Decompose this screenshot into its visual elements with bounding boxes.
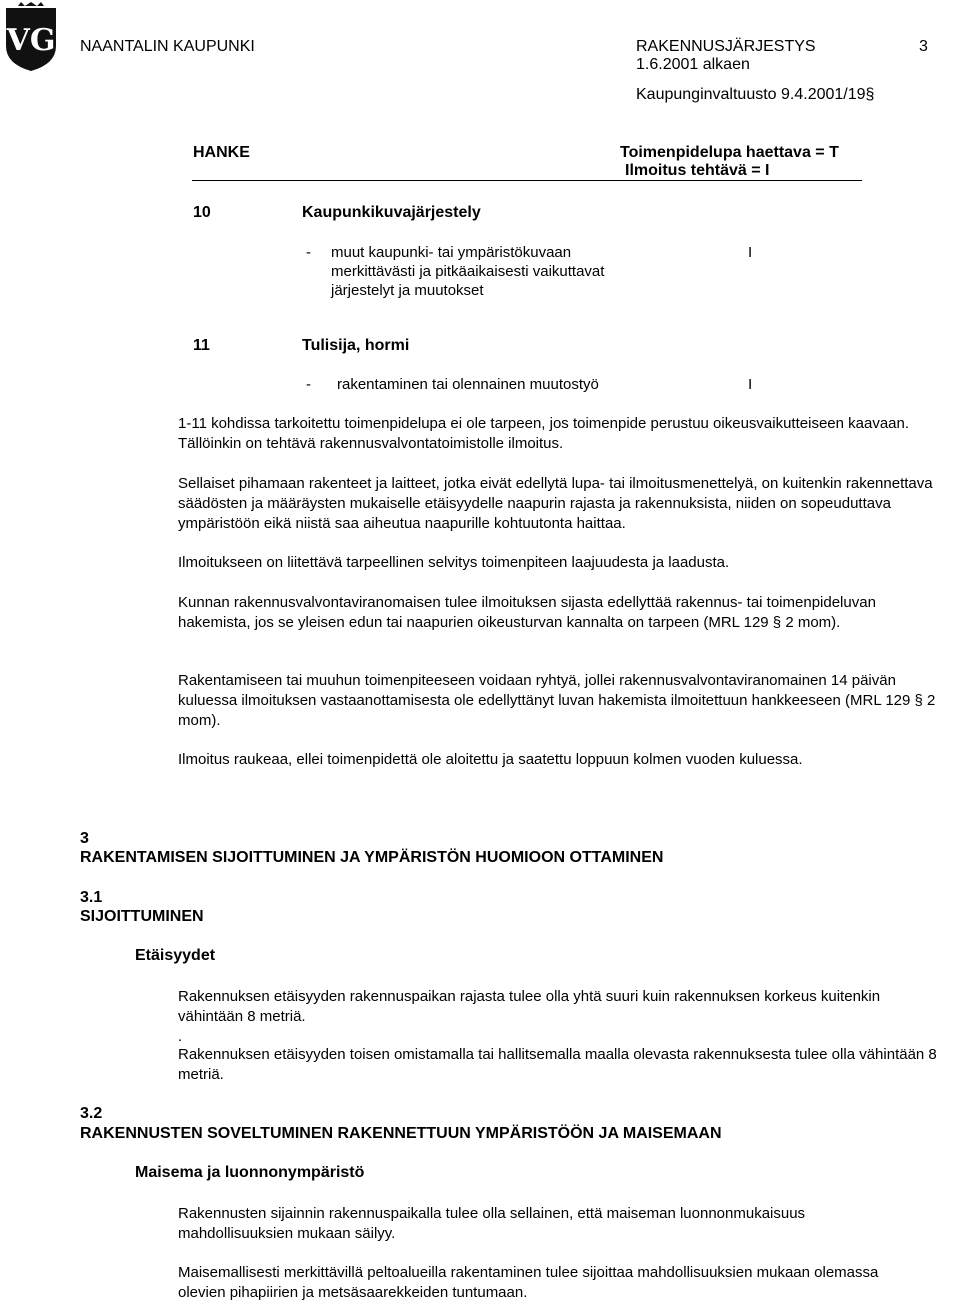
section-10-dash: - [306, 244, 311, 261]
city-coat-of-arms-logo [4, 2, 58, 72]
paragraph-permit-requirement: Kunnan rakennusvalvontaviranomaisen tulee ilmoituksen sijasta edellyttää rakennus- tai toimenpideluvan hakemista, jos se yleisen edun tai naapurien oikeusturvan kannalta on tarpeen (MRL 129 § 2 mom). [178, 594, 876, 631]
section-11-requirement-mark: I [748, 376, 753, 393]
chapter-3-title: RAKENTAMISEN SIJOITTUMINEN JA YMPÄRISTÖN HUOMIOON OTTAMINEN [80, 849, 664, 866]
table-column-hanke: HANKE [193, 144, 250, 161]
section-10-line-3: järjestelyt ja muutokset [331, 282, 484, 299]
section-11-dash: - [306, 376, 311, 393]
stray-dot: . [178, 1028, 183, 1045]
section-10-requirement-mark: I [748, 244, 753, 261]
paragraph-notice-attachments: Ilmoitukseen on liitettävä tarpeellinen selvitys toimenpiteen laajuudesta ja laadusta. [178, 554, 730, 571]
section-11-line-1: rakentaminen tai olennainen muutostyö [337, 376, 599, 393]
section-3-1-number: 3.1 [80, 889, 103, 906]
subheading-distances: Etäisyydet [135, 947, 216, 964]
header-effective-date: 1.6.2001 alkaen [636, 56, 750, 73]
table-legend-permit: Toimenpidelupa haettava = T [620, 144, 839, 161]
header-council-decision: Kaupunginvaltuusto 9.4.2001/19§ [636, 86, 875, 103]
section-10-number: 10 [193, 204, 211, 221]
section-3-2-title: RAKENNUSTEN SOVELTUMINEN RAKENNETTUUN YMPÄRISTÖÖN JA MAISEMAAN [80, 1125, 722, 1142]
paragraph-notice-expiry: Ilmoitus raukeaa, ellei toimenpidettä ole aloitettu ja saatettu loppuun kolmen vuoden kuluessa. [178, 751, 803, 768]
chapter-3-number: 3 [80, 830, 89, 847]
section-10-title: Kaupunkikuvajärjestely [302, 204, 481, 221]
header-page-number: 3 [919, 38, 928, 55]
paragraph-permit-exemption: 1-11 kohdissa tarkoitettu toimenpidelupa ei ole tarpeen, jos toimenpide perustuu oikeusvaikutteiseen kaavaan. Tällöinkin on tehtävä rakennusvalvontatoimistolle ilmoitus. [178, 415, 910, 452]
paragraph-field-areas: Maisemallisesti merkittävillä peltoalueilla rakentaminen tulee sijoittaa mahdollisuuksien mukaan olemassa olevien pihapiirien ja metsäsaarekkeiden tuntumaan. [178, 1264, 879, 1301]
header-city-name: NAANTALIN KAUPUNKI [80, 38, 255, 55]
subheading-landscape: Maisema ja luonnonympäristö [135, 1164, 365, 1181]
paragraph-yard-structures: Sellaiset pihamaan rakenteet ja laitteet, jotka eivät edellytä lupa- tai ilmoitusmenettelyä, on kuitenkin rakennettava säädösten ja määräysten mukaiselle etäisyydelle naapurin rajasta ja rakennuksista, niiden on sopeuduttava ympäristöön eikä niistä saa aiheutua naapurille kohtuutonta haittaa. [178, 475, 933, 532]
section-10-line-2: merkittävästi ja pitkäaikaisesti vaikuttavat [331, 263, 605, 280]
section-11-number: 11 [193, 337, 210, 354]
paragraph-landscape-placement: Rakennusten sijainnin rakennuspaikalla tulee olla sellainen, että maiseman luonnonmukaisuus mahdollisuuksien mukaan säilyy. [178, 1205, 806, 1242]
section-3-1-title: SIJOITTUMINEN [80, 908, 204, 925]
paragraph-start-of-work: Rakentamiseen tai muuhun toimenpiteeseen voidaan ryhtyä, jollei rakennusvalvontaviranomainen 14 päivän kuluessa ilmoituksen vastaanottamisesta ole edellyttänyt luvan hakemista ilmoitettuun hankkeeseen (MRL 129 § 2 mom). [178, 672, 936, 729]
paragraph-boundary-distance: Rakennuksen etäisyyden rakennuspaikan rajasta tulee olla yhtä suuri kuin rakennuksen korkeus kuitenkin vähintään 8 metriä. [178, 988, 881, 1025]
section-11-title: Tulisija, hormi [302, 337, 410, 354]
table-legend-notice: Ilmoitus tehtävä = I [625, 162, 770, 179]
header-document-title: RAKENNUSJÄRJESTYS [636, 38, 816, 55]
section-3-2-number: 3.2 [80, 1105, 103, 1122]
paragraph-building-distance: Rakennuksen etäisyyden toisen omistamalla tai hallitsemalla maalla olevasta rakennuksesta tulee olla vähintään 8 metriä. [178, 1046, 937, 1083]
section-10-line-1: muut kaupunki- tai ympäristökuvaan [331, 244, 572, 261]
table-header-rule [192, 180, 862, 181]
logo-lettering: VG [6, 23, 56, 58]
